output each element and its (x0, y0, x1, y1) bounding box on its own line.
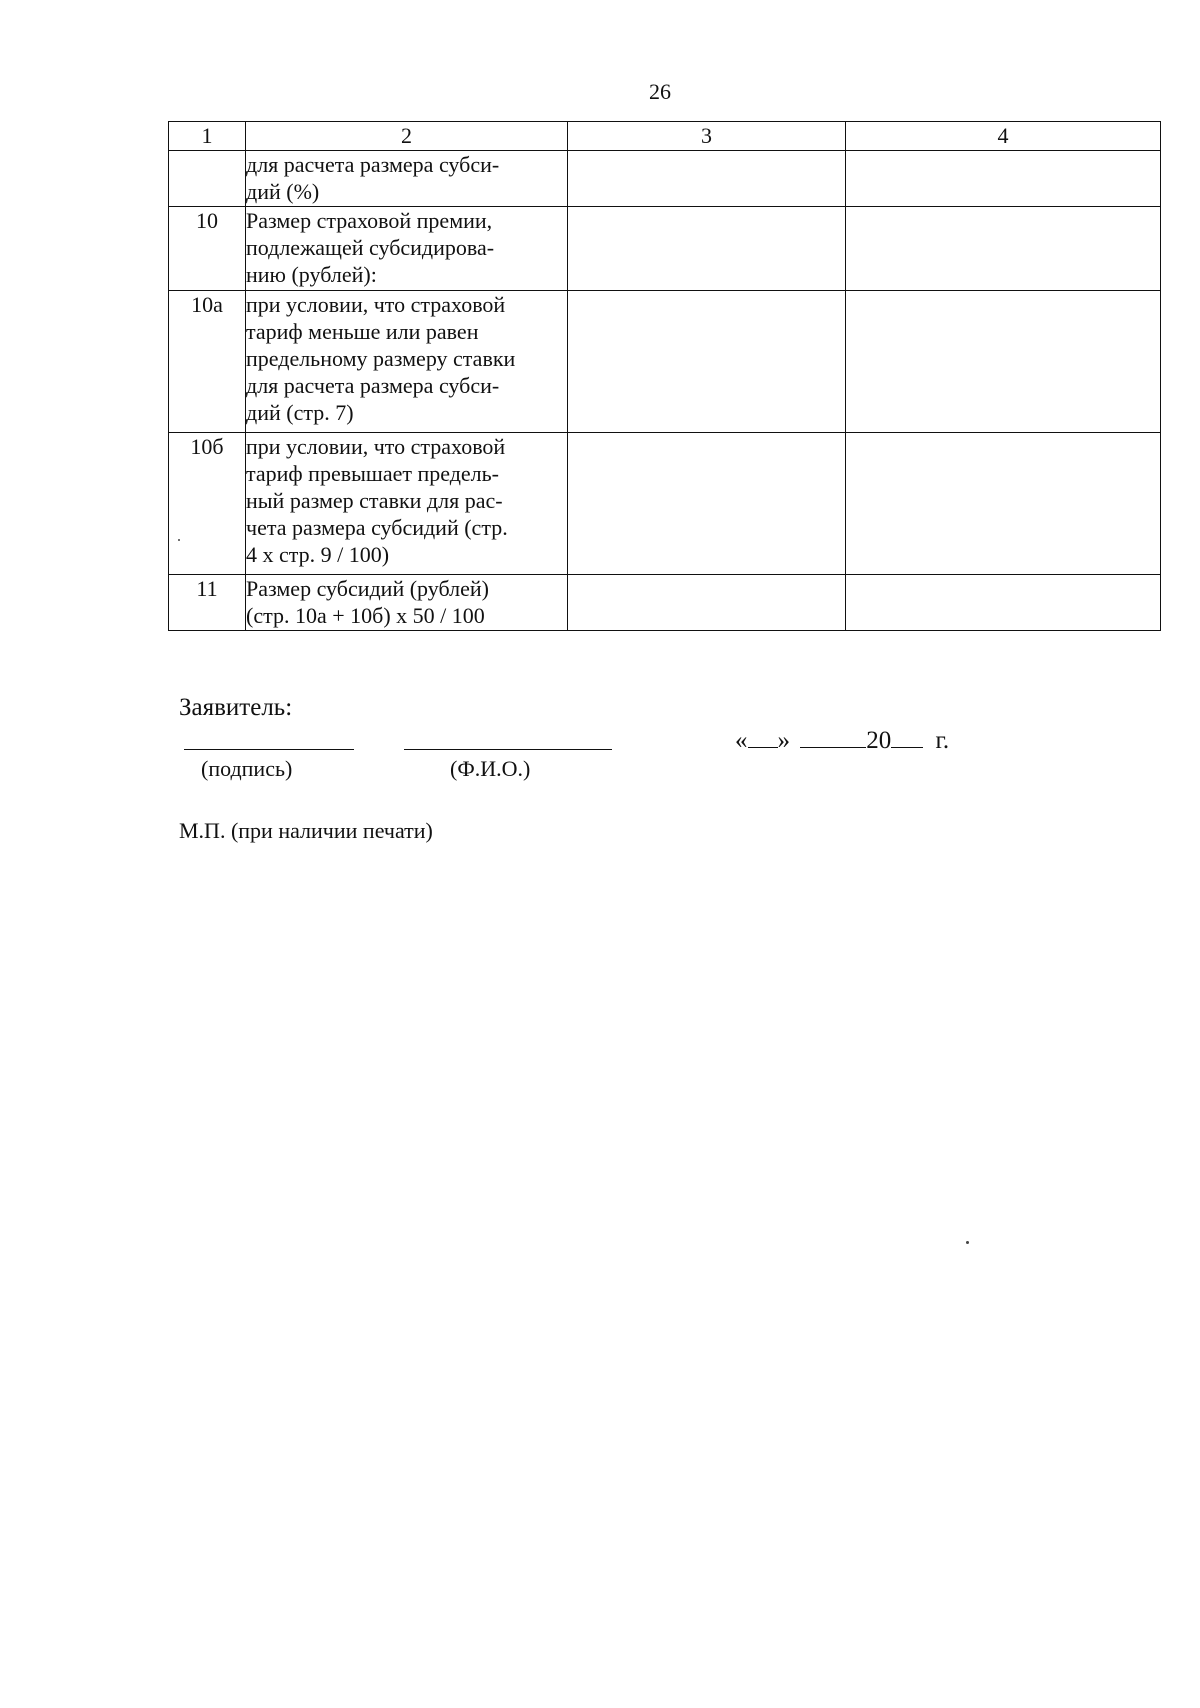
table-row (169, 151, 1161, 207)
subsidy-calculation-table (168, 121, 1161, 631)
description-line: тариф превышает предель- (246, 461, 500, 486)
row-description (246, 151, 568, 207)
row-number: 11 (169, 575, 246, 631)
description-line: при условии, что страховой (246, 292, 506, 317)
applicant-label: Заявитель: (179, 694, 293, 721)
date-century: 20 (866, 727, 892, 754)
description-line: для расчета размера субси- (246, 373, 500, 398)
table-row (169, 575, 1161, 631)
row-number: 10 (169, 207, 246, 291)
column-header-4: 4 (846, 122, 1161, 151)
stamp-note: М.П. (при наличии печати) (179, 818, 433, 843)
description-line: (стр. 10а + 10б) х 50 / 100 (246, 603, 485, 628)
date-close-quote: » (777, 727, 790, 754)
month-blank[interactable] (800, 725, 866, 748)
description-line: дий (%) (246, 179, 320, 204)
value-cell-col4 (846, 151, 1161, 207)
description-line: Размер субсидий (рублей) (246, 576, 489, 601)
value-cell-col3 (568, 575, 846, 631)
value-cell-col3 (568, 151, 846, 207)
description-line: нию (рублей): (246, 262, 377, 287)
row-description (246, 433, 568, 575)
table-row (169, 433, 1161, 575)
description-line: подлежащей субсидирова- (246, 235, 495, 260)
scan-speck (966, 1241, 969, 1244)
row-description (246, 207, 568, 291)
value-cell-col3 (568, 207, 846, 291)
date-open-quote: « (735, 727, 748, 754)
table-row (169, 291, 1161, 433)
signature-line[interactable] (184, 749, 354, 750)
description-line: 4 х стр. 9 / 100) (246, 542, 390, 567)
column-header-2: 2 (246, 122, 568, 151)
description-line: предельному размеру ставки (246, 346, 516, 371)
row-number: 10а (169, 291, 246, 433)
row-description (246, 291, 568, 433)
row-number: 10б (169, 433, 246, 575)
date-field (735, 725, 949, 756)
table-header-row (169, 122, 1161, 151)
full-name-caption: (Ф.И.О.) (450, 756, 531, 781)
value-cell-col4 (846, 207, 1161, 291)
column-header-1: 1 (169, 122, 246, 151)
signature-caption: (подпись) (201, 756, 293, 781)
row-description (246, 575, 568, 631)
description-line: дий (стр. 7) (246, 400, 354, 425)
value-cell-col3 (568, 291, 846, 433)
date-year-suffix: г. (935, 727, 950, 754)
table-row (169, 207, 1161, 291)
day-blank[interactable] (748, 725, 778, 748)
description-line: Размер страховой премии, (246, 208, 493, 233)
value-cell-col3 (568, 433, 846, 575)
value-cell-col4 (846, 575, 1161, 631)
row-number (169, 151, 246, 207)
description-line: чета размера субсидий (стр. (246, 515, 508, 540)
description-line: ный размер ставки для рас- (246, 488, 503, 513)
column-header-3: 3 (568, 122, 846, 151)
value-cell-col4 (846, 433, 1161, 575)
full-name-line[interactable] (404, 749, 612, 750)
scan-speck (178, 539, 180, 541)
description-line: при условии, что страховой (246, 434, 506, 459)
description-line: тариф меньше или равен (246, 319, 479, 344)
value-cell-col4 (846, 291, 1161, 433)
year-blank[interactable] (891, 725, 923, 748)
description-line: для расчета размера субси- (246, 152, 500, 177)
page-number: 26 (649, 79, 671, 104)
